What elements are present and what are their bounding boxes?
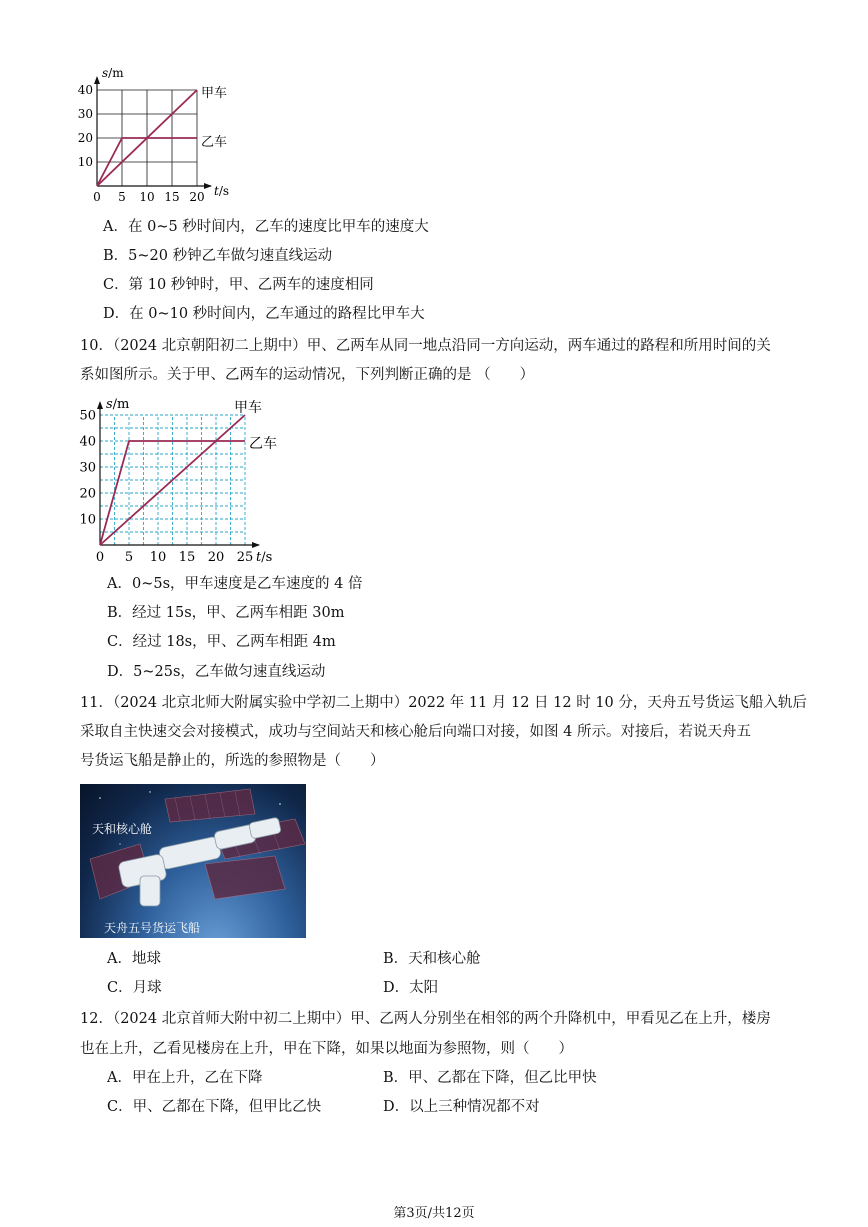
y-tick-label: 40 — [77, 83, 93, 97]
q12-stem-line-2: 也在上升，乙看见楼房在上升，甲在下降，如果以地面为参照物，则（ ） — [80, 1041, 573, 1057]
q9-option-b[interactable]: B．5~20 秒钟乙车做匀速直线运动 — [103, 248, 333, 264]
x-tick-label: 5 — [124, 550, 134, 565]
x-tick-label: 10 — [139, 190, 155, 204]
chart-1-xlabel: t/s — [214, 184, 230, 198]
q12-option-c[interactable]: C．甲、乙都在下降，但甲比乙快 — [107, 1099, 322, 1115]
q11-option-d[interactable]: D．太阳 — [383, 980, 439, 996]
q9-option-a[interactable]: A．在 0~5 秒时间内，乙车的速度比甲车的速度大 — [103, 219, 429, 235]
q10-option-b[interactable]: B．经过 15s，甲、乙两车相距 30m — [107, 605, 345, 621]
x-tick-label: 15 — [164, 190, 180, 204]
q12-option-b[interactable]: B．甲、乙都在下降，但乙比甲快 — [383, 1070, 597, 1086]
q11-option-b[interactable]: B．天和核心舱 — [383, 951, 481, 967]
x-axis-arrow — [252, 542, 260, 548]
q10-option-d[interactable]: D．5~25s，乙车做匀速直线运动 — [107, 664, 326, 680]
q11-option-a[interactable]: A．地球 — [107, 951, 161, 967]
space-station-photo — [80, 784, 306, 938]
chart-1 — [74, 60, 244, 210]
page-footer: 第3页/共12页 — [393, 1206, 475, 1221]
q12-option-a[interactable]: A．甲在上升，乙在下降 — [107, 1070, 263, 1086]
q10-option-c[interactable]: C．经过 18s，甲、乙两车相距 4m — [107, 634, 336, 650]
y-tick-label: 10 — [79, 512, 96, 528]
x-tick-label: 25 — [236, 550, 254, 565]
q12-option-d[interactable]: D．以上三种情况都不对 — [383, 1099, 540, 1115]
y-tick-label: 20 — [79, 486, 96, 502]
y-axis-arrow — [94, 76, 100, 84]
q9-option-c[interactable]: C．第 10 秒钟时，甲、乙两车的速度相同 — [103, 277, 374, 293]
x-axis-arrow — [204, 183, 212, 189]
y-tick-label: 40 — [79, 434, 96, 450]
chart-2-ylabel: s/m — [106, 397, 130, 412]
y-tick-label: 20 — [77, 131, 93, 145]
y-tick-label: 30 — [79, 460, 96, 476]
chart-2-xlabel: t/s — [256, 550, 273, 565]
x-tick-label: 0 — [93, 190, 101, 204]
chart-1-ylabel: s/m — [102, 66, 124, 80]
q10-stem-line-2: 系如图所示。关于甲、乙两车的运动情况，下列判断正确的是 （ ） — [80, 367, 535, 383]
photo-label-tianzhou: 天舟五号货运飞船 — [104, 921, 201, 935]
q10-stem-line-1: 10．（2024 北京朝阳初二上期中）甲、乙两车从同一地点沿同一方向运动，两车通过的路程和所用时间的关 — [80, 338, 771, 354]
chart-1-label-yi: 乙车 — [201, 135, 228, 150]
x-tick-label: 0 — [95, 550, 105, 565]
y-axis-arrow — [97, 401, 103, 409]
q11-option-c[interactable]: C．月球 — [107, 980, 162, 996]
space-station-illustration — [80, 784, 306, 938]
y-tick-label: 30 — [77, 107, 93, 121]
chart-1-label-jia: 甲车 — [201, 86, 228, 101]
photo-label-tianhe: 天和核心舱 — [92, 822, 153, 836]
x-tick-label: 10 — [149, 550, 167, 565]
y-tick-label: 50 — [79, 408, 96, 424]
x-tick-label: 20 — [207, 550, 225, 565]
x-tick-label: 5 — [118, 190, 126, 204]
x-tick-label: 15 — [178, 550, 196, 565]
q11-stem-line-2: 采取自主快速交会对接模式，成功与空间站天和核心舱后向端口对接，如图 4 所示。对接后，若说天舟五 — [80, 724, 751, 740]
q11-stem-line-3: 号货运飞船是静止的，所选的参照物是（ ） — [80, 753, 385, 769]
chart-2-label-jia: 甲车 — [234, 400, 262, 416]
chart-2-label-yi: 乙车 — [249, 436, 277, 452]
q9-option-d[interactable]: D．在 0~10 秒时间内，乙车通过的路程比甲车大 — [103, 306, 425, 322]
chart-2 — [74, 393, 284, 573]
q10-option-a[interactable]: A．0~5s，甲车速度是乙车速度的 4 倍 — [107, 576, 363, 592]
q12-stem-line-1: 12．（2024 北京首师大附中初二上期中）甲、乙两人分别坐在相邻的两个升降机中，甲看见乙在上升，楼房 — [80, 1011, 771, 1027]
x-tick-label: 20 — [189, 190, 205, 204]
y-tick-label: 10 — [77, 155, 93, 169]
q11-stem-line-1: 11．（2024 北京北师大附属实验中学初二上期中）2022 年 11 月 12 日 12 时 10 分，天舟五号货运飞船入轨后 — [80, 695, 807, 711]
